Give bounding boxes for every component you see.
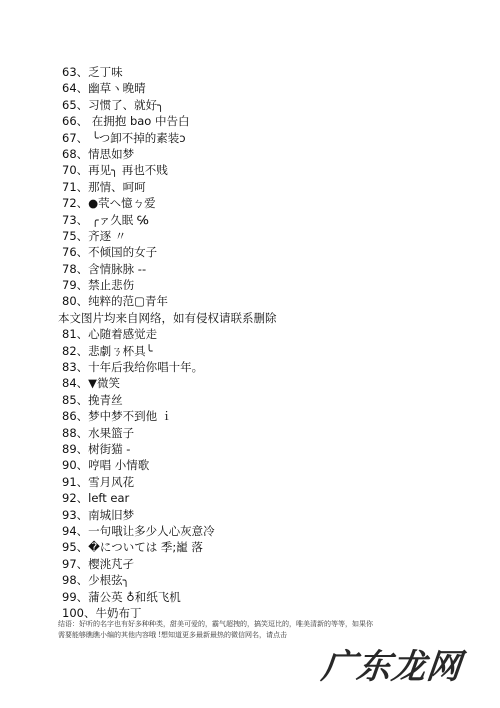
list-item: 67、 ╰つ卸不掉的素装ↄ: [62, 130, 186, 145]
list-item: 89、树街猫 -: [62, 441, 131, 456]
list-item: 70、再见╮ 再也不贱: [62, 163, 168, 178]
footer-line: 需要能够瞧瞧小编的其他内容哦 !想知道更多最新最热的微信网名，请点击: [58, 630, 288, 639]
list-item: 76、不倾国的女子: [62, 245, 158, 260]
list-item: 98、少根弦╮: [62, 573, 130, 588]
list-item: 79、禁止悲伤: [62, 278, 135, 293]
site-watermark: 广东龙网: [319, 647, 464, 687]
list-item: 75、齐逐 〃: [62, 228, 127, 243]
list-item: 71、那情、呵呵: [62, 179, 146, 194]
nickname-list: [58, 64, 462, 621]
list-item: 65、习惯了、就好╮: [62, 97, 165, 112]
list-item: 90、哼唱 小情歌: [62, 458, 150, 473]
list-item: 99、蒲公英 ♁和纸飞机: [62, 589, 181, 604]
list-item: 84、▼微笑: [62, 376, 120, 391]
list-item: 93、南城旧梦: [62, 507, 135, 522]
copyright-notice: 本文图片均来自网络，如有侵权请联系删除: [58, 310, 277, 325]
list-item: 88、水果篮子: [62, 425, 135, 440]
footer-line: 结语：好听的名字也有好多种种类，甜美可爱的，霸气超拽的，搞笑逗比的，唯美清新的等等，如果你: [58, 620, 373, 628]
list-item: 94、一句哦让多少人心灰意冷: [62, 523, 215, 538]
list-item: 81、心随着感觉走: [62, 327, 158, 342]
list-item: 85、挽青丝: [62, 392, 123, 407]
list-item: 100、牛奶布丁: [62, 605, 142, 620]
list-item: 64、幽草ヽ晚晴: [62, 81, 146, 96]
list-item: 80、纯粹的范▢青年: [62, 294, 168, 309]
list-item: 83、十年后我给你唱十年。: [62, 360, 204, 375]
list-item: 78、含情脉脉 --: [62, 261, 147, 276]
list-item: 66、 在拥抱 bao 中告白: [62, 114, 190, 129]
list-item: 97、樱洮芃孑: [62, 556, 135, 571]
list-item: 73、 ╭ァ久眠 ℅: [62, 212, 149, 227]
list-item: 63、乏丁味: [62, 65, 123, 79]
list-item: 86、梦中梦不到他 ｉ: [62, 409, 173, 424]
list-item: 82、悲劇ㄋ杯具╰: [62, 343, 153, 358]
list-item: 95、�については 季;巃 落: [62, 540, 203, 555]
footer-note: [58, 619, 458, 640]
list-item: 92、left ear: [62, 491, 130, 506]
list-item: 91、雪月风花: [62, 474, 135, 489]
list-item: 68、情思如梦: [62, 146, 135, 161]
list-item: 72、●茕ヘ憶ㄅ爱: [62, 196, 156, 211]
